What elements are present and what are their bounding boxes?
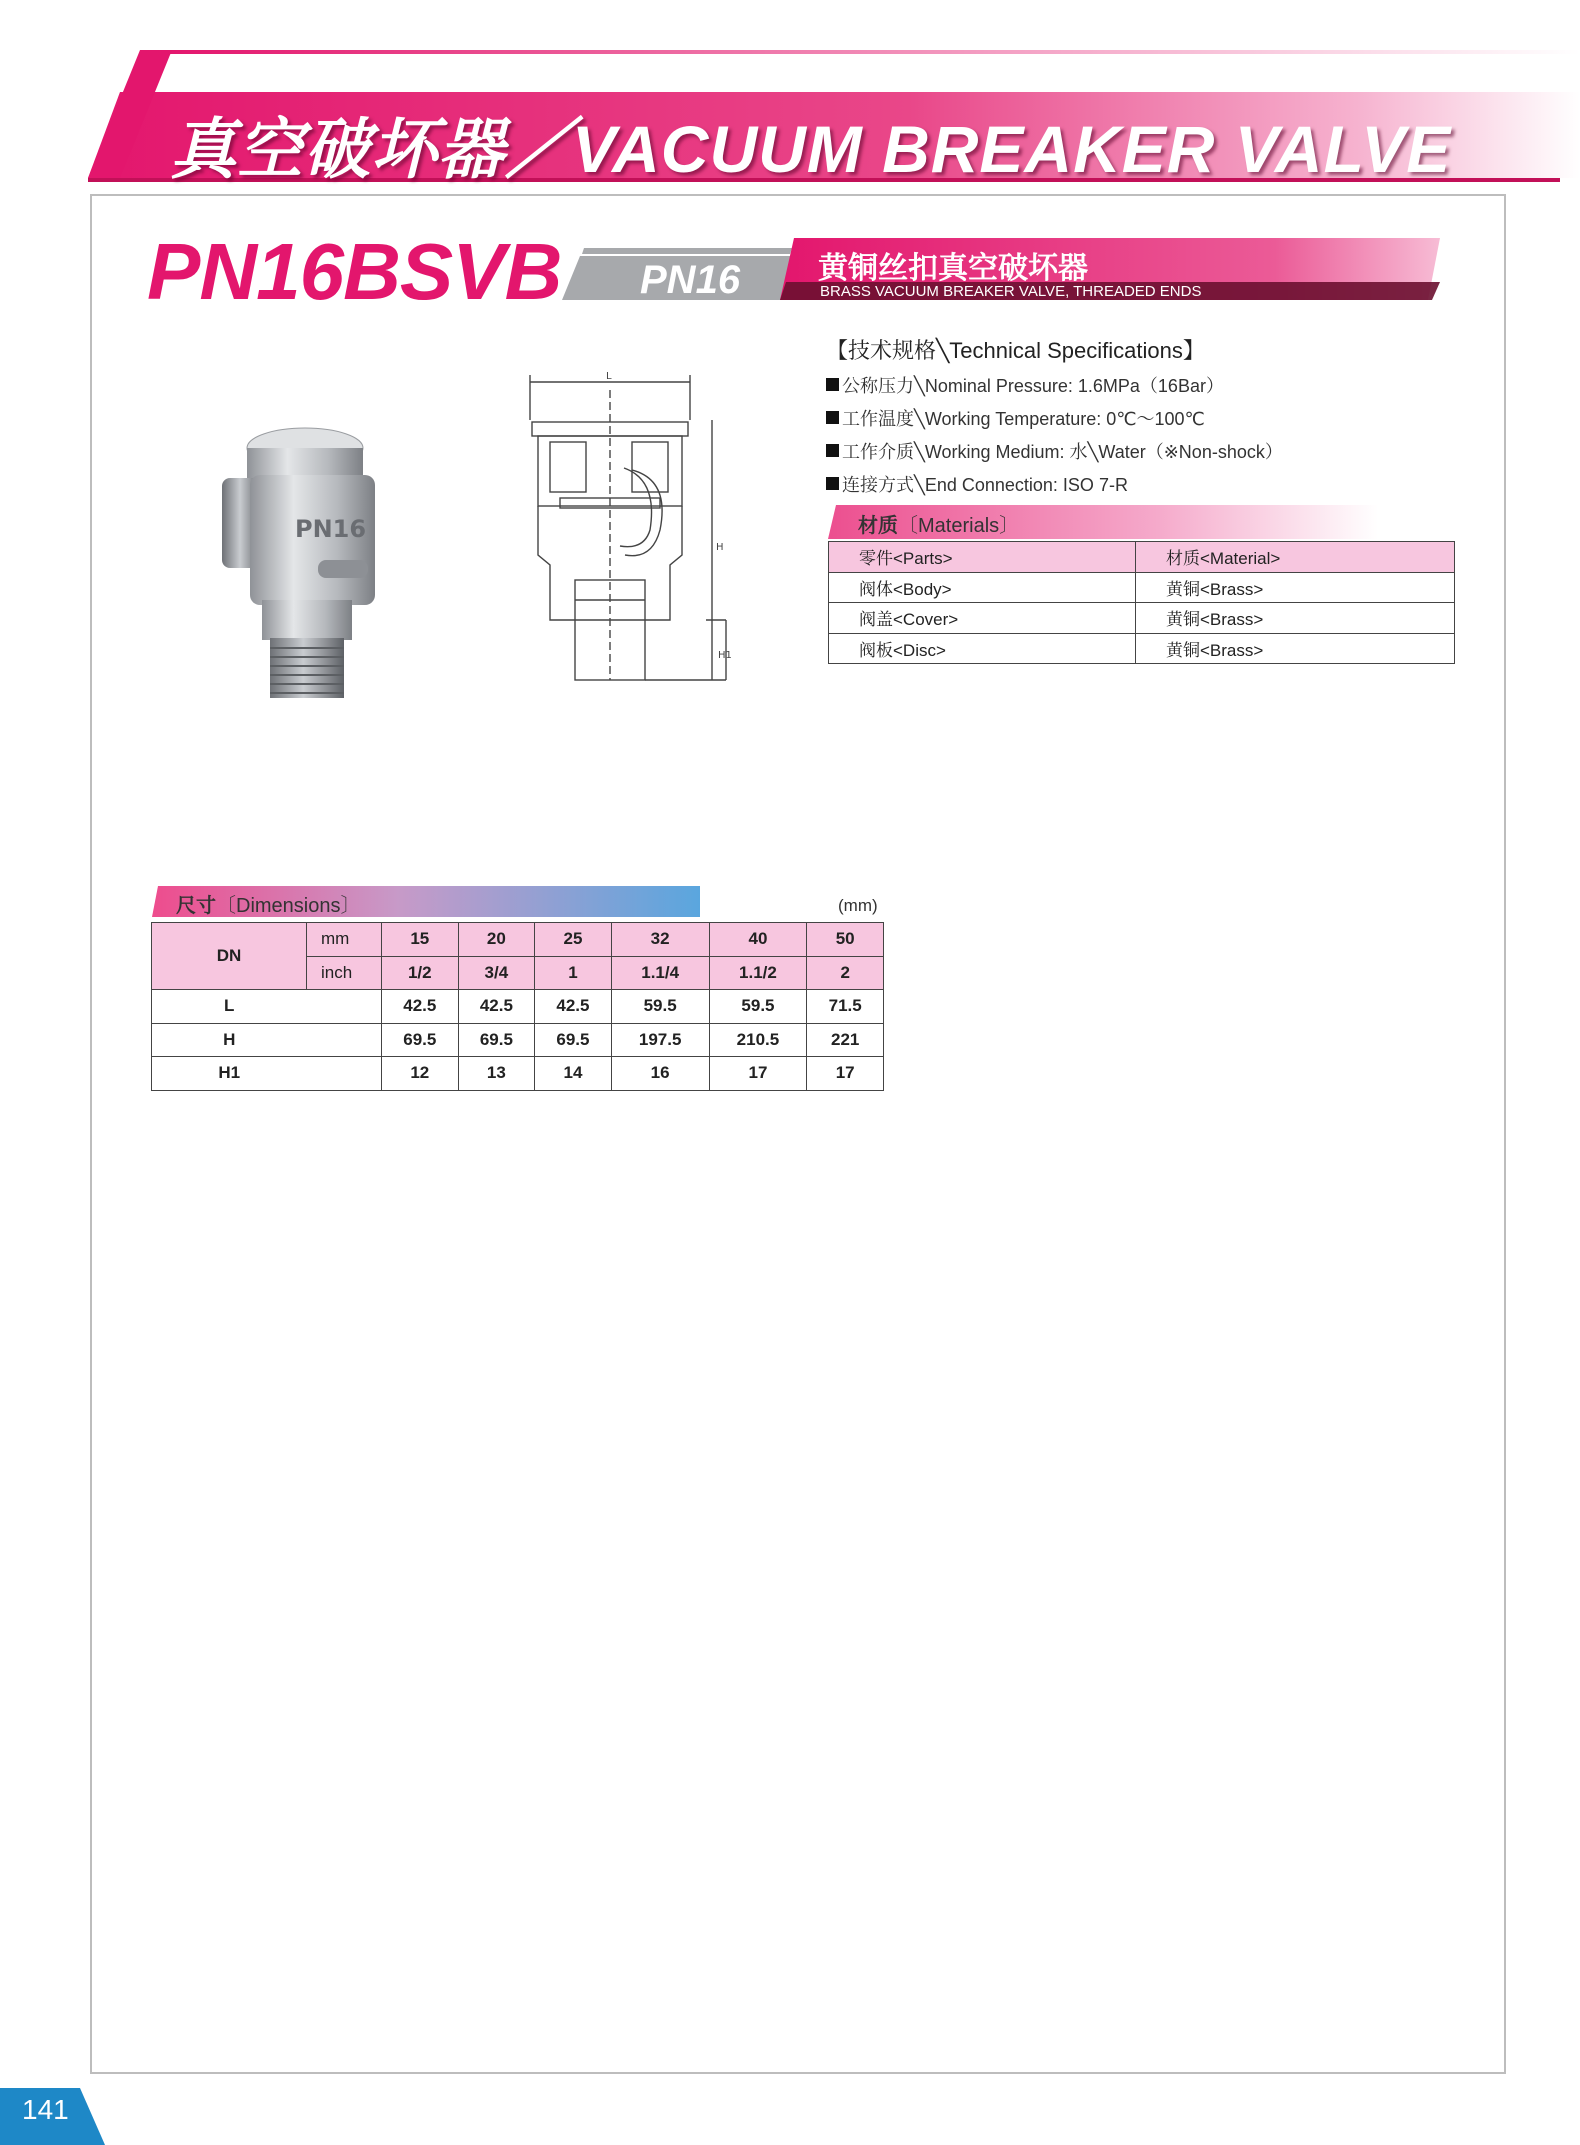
materials-title: 材质〔Materials〕: [858, 515, 1020, 537]
dimension-mark-h: H: [716, 542, 724, 553]
table-header-row: DN mm 15 20 25 32 40 50: [152, 923, 884, 957]
technical-drawing: [520, 370, 750, 690]
header-part: 零件<Parts>: [829, 542, 1136, 573]
dimensions-table: [151, 922, 884, 1091]
product-photo: [200, 420, 400, 710]
header-material: 材质<Material>: [1136, 542, 1455, 573]
pressure-class-tag: PN16: [640, 258, 741, 302]
materials-table: [828, 541, 1455, 664]
spec-item: 公称压力╲Nominal Pressure: 1.6MPa（16Bar）: [826, 368, 1466, 401]
product-name-cn: 黄铜丝扣真空破坏器: [818, 252, 1088, 285]
bullet-square-icon: [826, 378, 839, 391]
table-row: 阀板<Disc> 黄铜<Brass>: [829, 633, 1455, 664]
top-banner: [0, 0, 1580, 190]
bullet-square-icon: [826, 411, 839, 424]
spec-item: 工作温度╲Working Temperature: 0℃～100℃: [826, 401, 1466, 434]
bullet-square-icon: [826, 444, 839, 457]
mm-label: mm: [307, 923, 382, 957]
product-name-en: BRASS VACUUM BREAKER VALVE, THREADED ENDS: [820, 283, 1202, 300]
inch-label: inch: [307, 956, 382, 990]
table-row: H 69.5 69.5 69.5 197.5 210.5 221: [152, 1023, 884, 1057]
dn-label: DN: [152, 923, 307, 990]
banner-title: 真空破坏器／VACUUM BREAKER VALVE: [170, 112, 1452, 186]
dimensions-unit: (mm): [838, 896, 878, 915]
spec-item: 连接方式╲End Connection: ISO 7-R: [826, 467, 1466, 500]
dimension-mark-h1: H1: [718, 650, 732, 661]
dimensions-title: 尺寸〔Dimensions〕: [176, 895, 361, 917]
table-row: L 42.5 42.5 42.5 59.5 59.5 71.5: [152, 990, 884, 1024]
specs-heading: 【技术规格╲Technical Specifications】: [826, 338, 1205, 363]
table-row: 阀体<Body> 黄铜<Brass>: [829, 572, 1455, 603]
photo-mark: PN16: [295, 515, 367, 543]
bullet-square-icon: [826, 477, 839, 490]
dimension-mark-l: L: [606, 371, 612, 382]
table-header-row: [829, 542, 1455, 573]
table-header-row: inch 1/2 3/4 1 1.1/4 1.1/2 2: [152, 956, 884, 990]
model-code: PN16BSVB: [147, 227, 562, 316]
table-row: H1 12 13 14 16 17 17: [152, 1057, 884, 1091]
table-row: 阀盖<Cover> 黄铜<Brass>: [829, 603, 1455, 634]
technical-specifications: [826, 334, 1466, 500]
page-number: 141: [22, 2094, 69, 2125]
spec-item: 工作介质╲Working Medium: 水╲Water（※Non-shock）: [826, 434, 1466, 467]
